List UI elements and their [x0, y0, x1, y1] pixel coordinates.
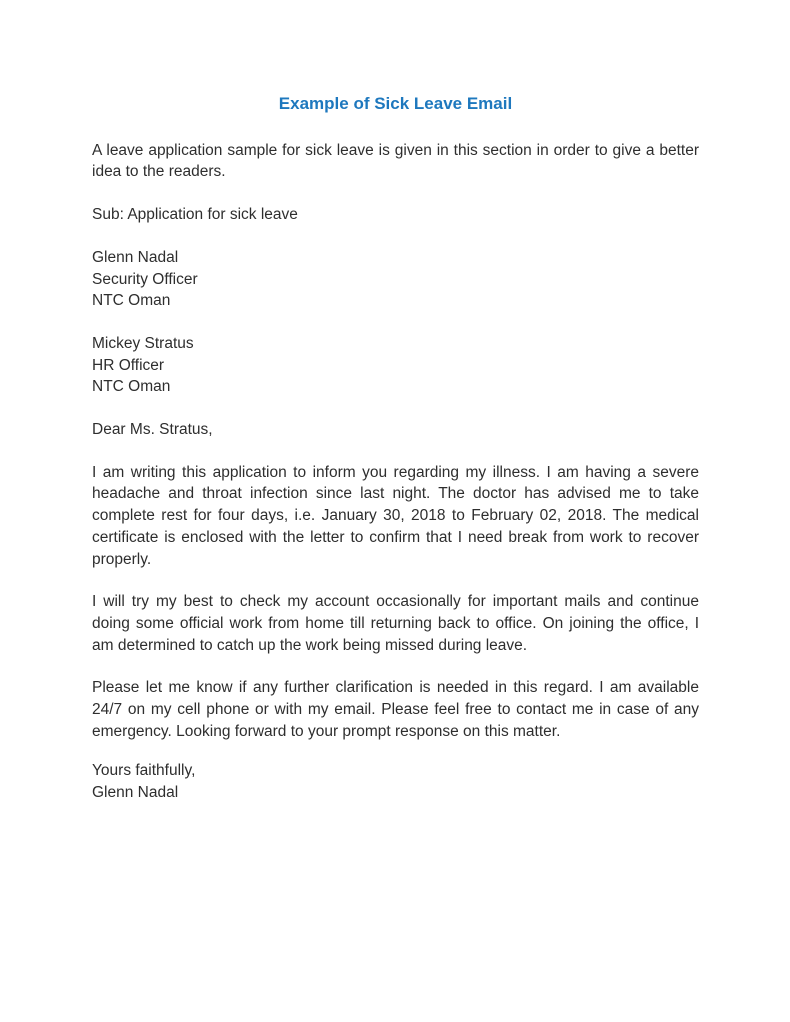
- closing-block: [92, 760, 699, 803]
- sender-name: Glenn Nadal: [92, 248, 179, 266]
- recipient-job-title: HR Officer: [92, 356, 165, 374]
- intro-paragraph: A leave application sample for sick leave is given in this section in order to give a better idea to the readers.: [92, 141, 699, 181]
- body-paragraph-1: I am writing this application to inform you regarding my illness. I am having a severe headache and throat infection since last night. The doctor has advised me to take complete rest for four days, i.e. January 30, 2018 to February 02, 2018. The medical certificate is enclosed with the letter to confirm that I need break from work to recover properly.: [92, 463, 699, 568]
- salutation: Dear Ms. Stratus,: [92, 421, 213, 439]
- body-paragraph-3: Please let me know if any further clarification is needed in this regard. I am available 24/7 on my cell phone or with my email. Please feel free to contact me in case of any emergency. Looking forward to your prompt response on this matter.: [92, 679, 699, 740]
- sender-company: NTC Oman: [92, 292, 171, 310]
- sender-block: [92, 247, 699, 312]
- sender-job-title: Security Officer: [92, 270, 198, 288]
- recipient-block: [92, 333, 699, 398]
- recipient-name: Mickey Stratus: [92, 334, 194, 352]
- document-title: Example of Sick Leave Email: [278, 94, 513, 113]
- recipient-company: NTC Oman: [92, 378, 171, 396]
- letter-content: [92, 93, 699, 804]
- closing-phrase: Yours faithfully,: [92, 762, 196, 780]
- signature-name: Glenn Nadal: [92, 784, 179, 802]
- body-paragraph-2: I will try my best to check my account occasionally for important mails and continue doing some official work from home till returning back to office. On joining the office, I am determined to catch up the work being missed during leave.: [92, 593, 699, 654]
- subject-line: Sub: Application for sick leave: [92, 206, 298, 224]
